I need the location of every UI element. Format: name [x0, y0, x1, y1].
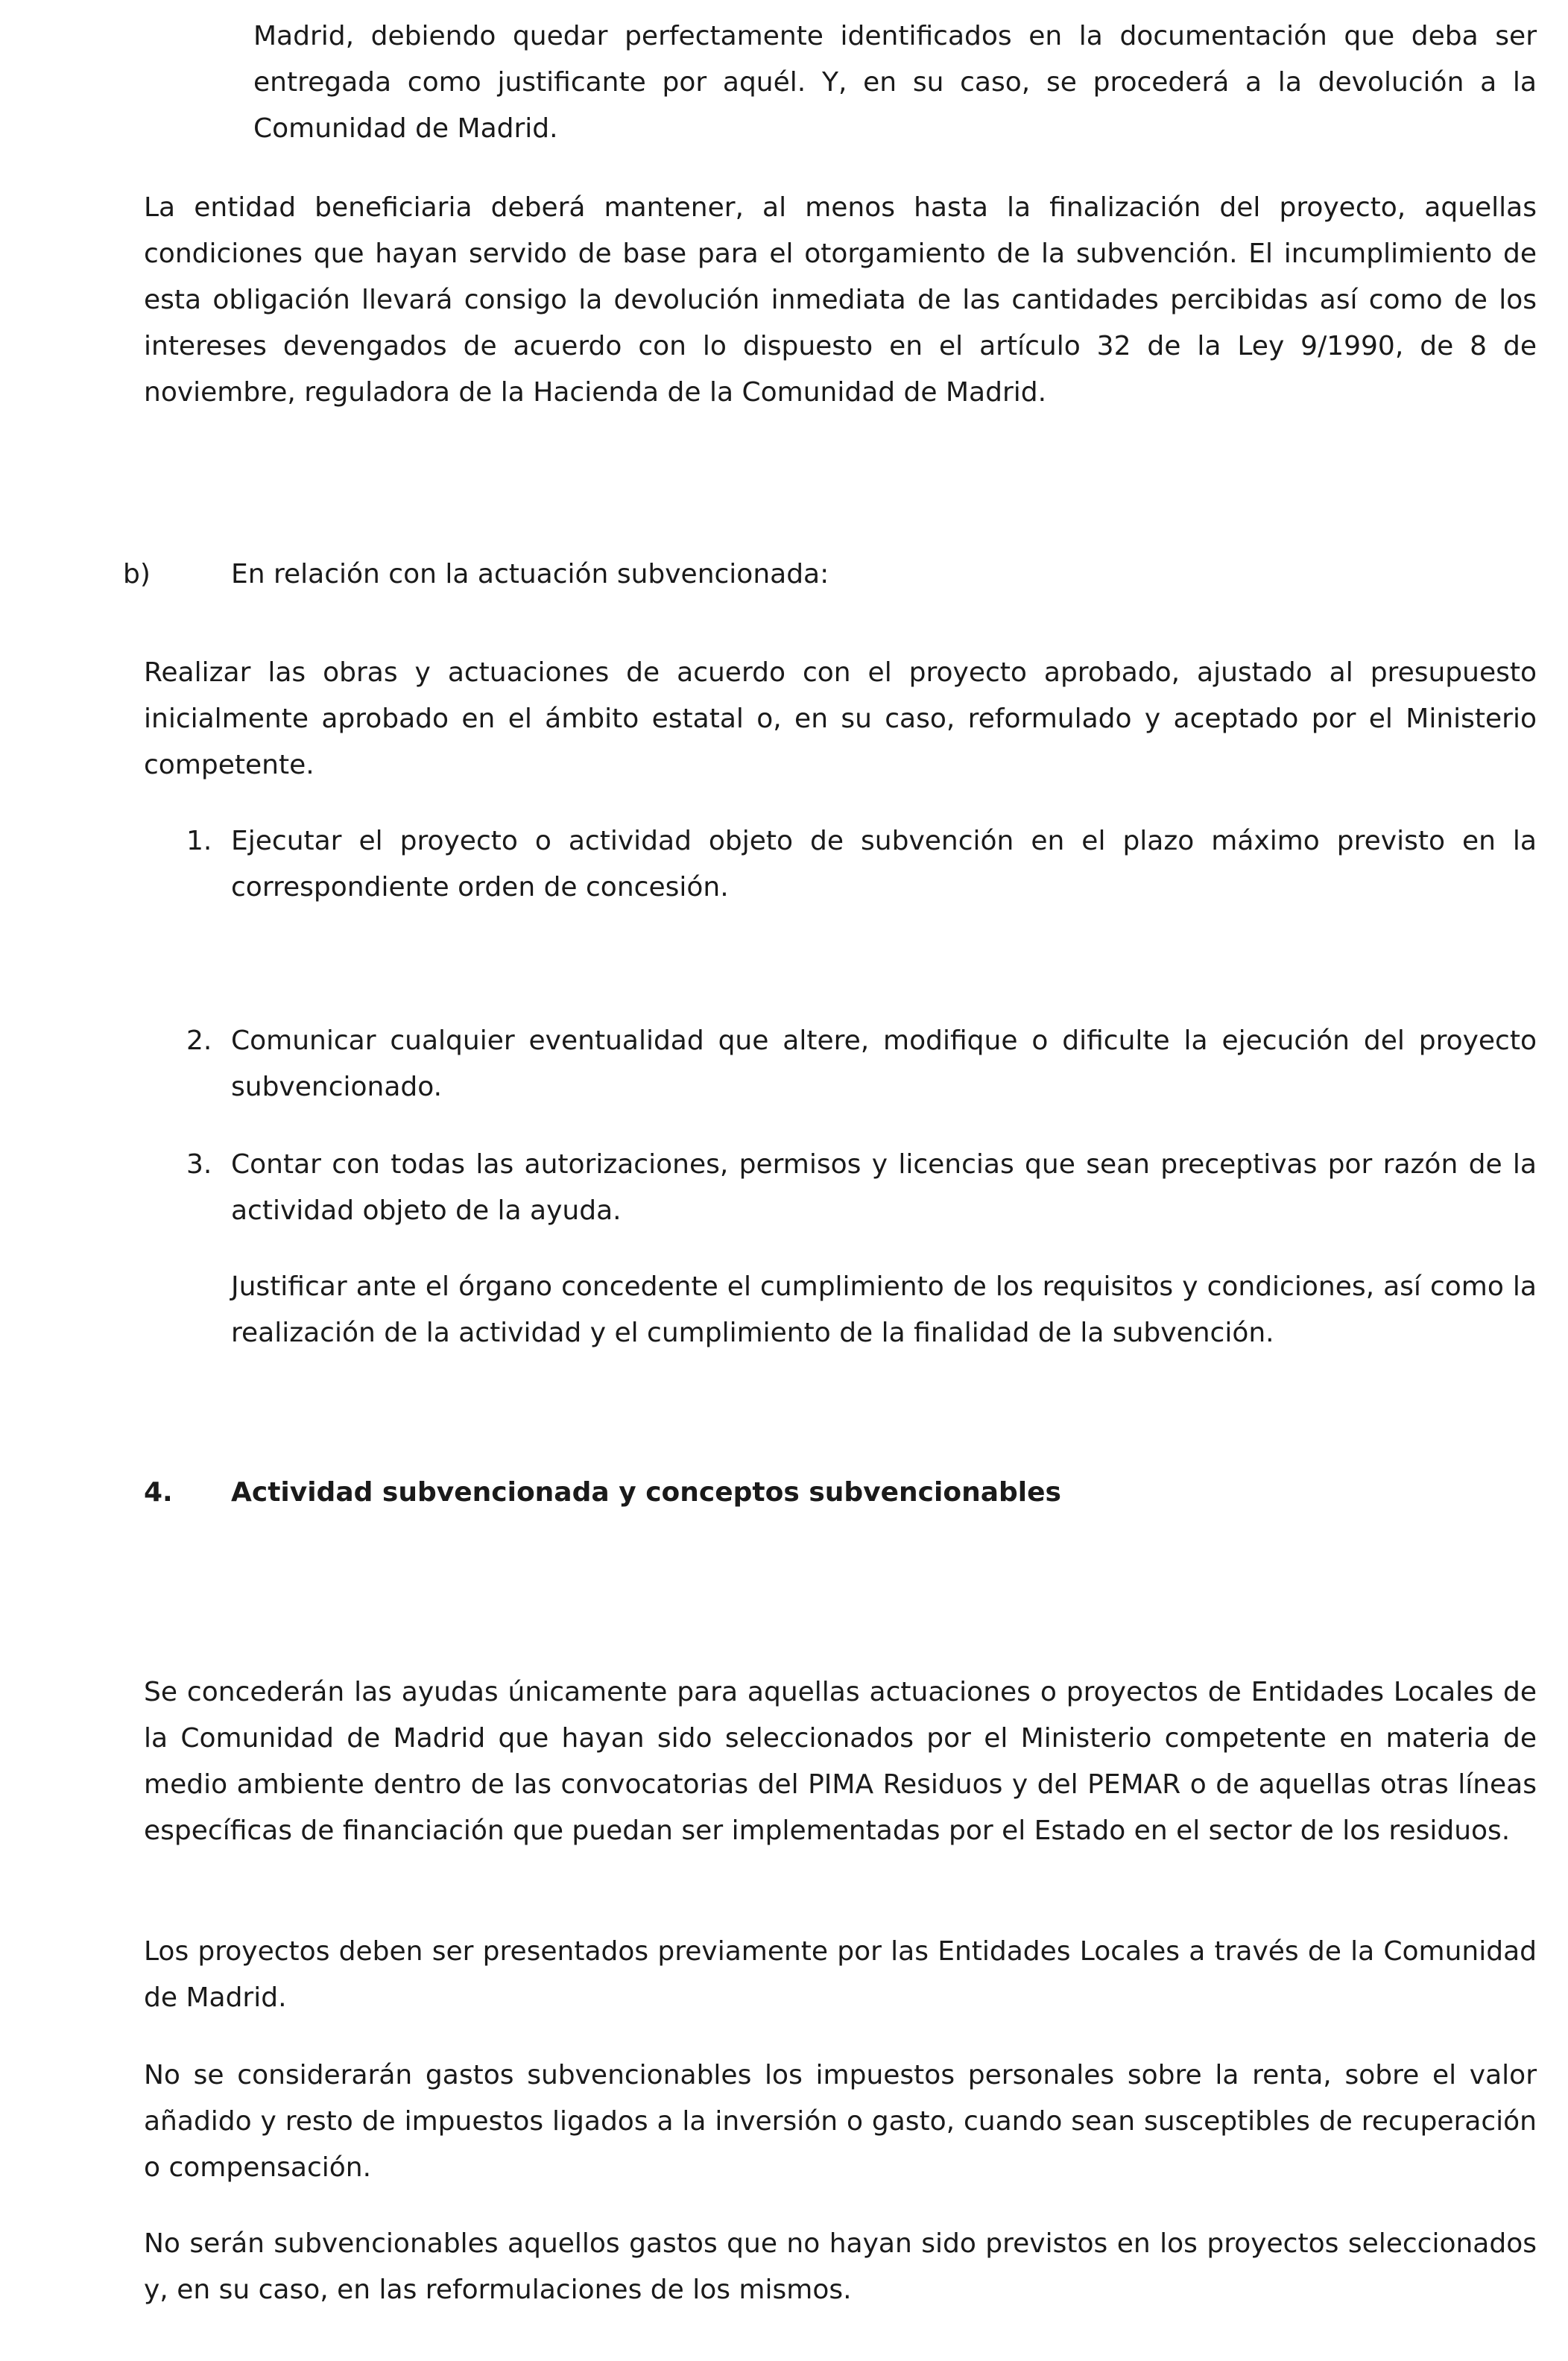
continuation-paragraph: Madrid, debiendo quedar perfectamente identificados en la documentación que deba ser entregada como justificante por aquél. Y, en su caso, se procederá a la devolución a la Comunidad de Madrid. — [253, 21, 1537, 144]
list-item-text: Comunicar cualquier eventualidad que altere, modifique o dificulte la ejecución del proyecto subvencionado. — [231, 1025, 1537, 1102]
section-4-paragraph: No serán subvencionables aquellos gastos que no hayan sido previstos en los proyectos seleccionados y, en su caso, en las reformulaciones de los mismos. — [144, 2228, 1537, 2305]
justification-paragraph: Justificar ante el órgano concedente el cumplimiento de los requisitos y condiciones, así como la realización de la actividad y el cumplimiento de la finalidad de la subvención. — [231, 1271, 1537, 1348]
section-b-marker: b) — [123, 559, 151, 590]
section-4-paragraph: Se concederán las ayudas únicamente para aquellas actuaciones o proyectos de Entidades Locales de la Comunidad de Madrid que hayan sido seleccionados por el Ministerio competente en materia de medio ambiente dentro de las convocatorias del PIMA Residuos y del PEMAR o de aquellas otras líneas específicas de financiación que puedan ser implementadas por el Estado en el sector de los residuos. — [144, 1677, 1537, 1846]
list-item-number: 3. — [186, 1149, 212, 1180]
section-4-title: Actividad subvencionada y conceptos subvencionables — [231, 1477, 1061, 1508]
section-4-paragraph: Los proyectos deben ser presentados previamente por las Entidades Locales a través de la Comunidad de Madrid. — [144, 1936, 1537, 2013]
list-item-text: Ejecutar el proyecto o actividad objeto de subvención en el plazo máximo previsto en la correspondiente orden de concesión. — [231, 826, 1537, 903]
section-4-number: 4. — [144, 1477, 173, 1508]
list-item-number: 1. — [186, 826, 212, 856]
section-b-intro: Realizar las obras y actuaciones de acuerdo con el proyecto aprobado, ajustado al presupuesto inicialmente aprobado en el ámbito estatal o, en su caso, reformulado y aceptado por el Ministerio competente. — [144, 657, 1537, 780]
section-b-title: En relación con la actuación subvencionada: — [231, 559, 829, 590]
section-4-paragraph: No se considerarán gastos subvencionables los impuestos personales sobre la renta, sobre el valor añadido y resto de impuestos ligados a la inversión o gasto, cuando sean susceptibles de recuperación o compensación. — [144, 2060, 1537, 2183]
list-item-number: 2. — [186, 1025, 212, 1056]
maintenance-paragraph: La entidad beneficiaria deberá mantener, al menos hasta la finalización del proyecto, aquellas condiciones que hayan servido de base para el otorgamiento de la subvención. El incumplimiento de esta obligación llevará consigo la devolución inmediata de las cantidades percibidas así como de los intereses devengados de acuerdo con lo dispuesto en el artículo 32 de la Ley 9/1990, de 8 de noviembre, reguladora de la Hacienda de la Comunidad de Madrid. — [144, 192, 1537, 408]
list-item-text: Contar con todas las autorizaciones, permisos y licencias que sean preceptivas por razón de la actividad objeto de la ayuda. — [231, 1149, 1537, 1226]
